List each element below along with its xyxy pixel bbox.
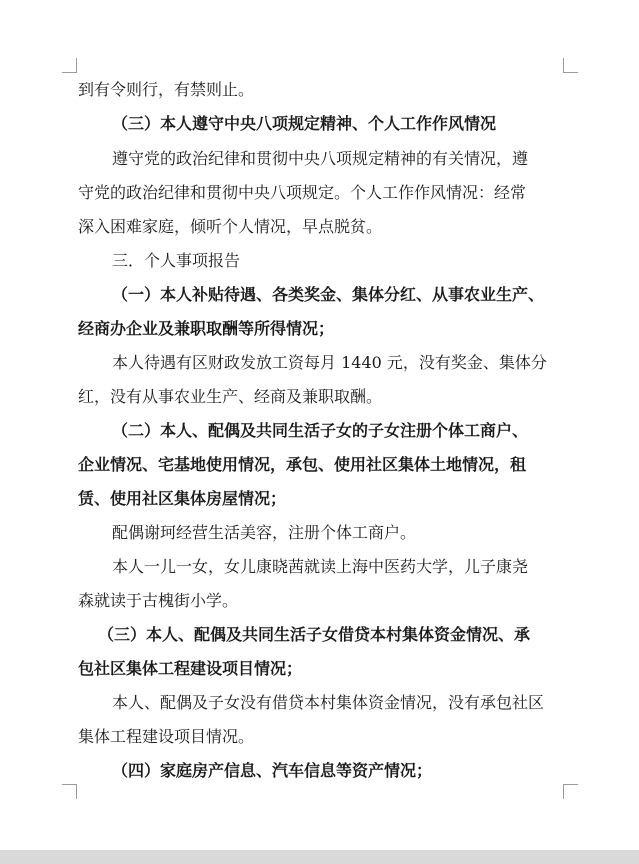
section-heading: （二）本人、配偶及共同生活子女的子女注册个体工商户、 xyxy=(112,421,529,440)
text-line: 本人、配偶及子女没有借贷本村集体资金情况，没有承包社区 xyxy=(112,693,545,712)
section-heading: 赁、使用社区集体房屋情况； xyxy=(78,489,287,508)
text-line: 红，没有从事农业生产、经商及兼职取酬。 xyxy=(78,387,383,406)
text-line: 集体工程建设项目情况。 xyxy=(78,727,255,746)
section-heading: （四）家庭房产信息、汽车信息等资产情况； xyxy=(112,761,433,780)
text-line: 深入困难家庭，倾听个人情况，早点脱贫。 xyxy=(78,217,383,236)
page-gap xyxy=(0,850,639,864)
section-title: 三．个人事项报告 xyxy=(112,251,241,270)
section-heading: （三）本人、配偶及共同生活子女借贷本村集体资金情况、承 xyxy=(98,625,531,644)
text-line: 本人待遇有区财政发放工资每月 1440 元，没有奖金、集体分 xyxy=(112,353,547,372)
text-line: 配偶谢珂经营生活美容，注册个体工商户。 xyxy=(112,523,417,542)
section-heading: 企业情况、宅基地使用情况，承包、使用社区集体土地情况，租 xyxy=(78,455,527,474)
text-line: 到有令则行，有禁则止。 xyxy=(78,80,255,99)
text-line: 森就读于古槐街小学。 xyxy=(78,591,239,610)
section-heading: 包社区集体工程建设项目情况； xyxy=(78,659,303,678)
section-heading: （三）本人遵守中央八项规定精神、个人工作作风情况 xyxy=(112,114,497,133)
section-heading: 经商办企业及兼职取酬等所得情况； xyxy=(78,319,335,338)
text-line: 遵守党的政治纪律和贯彻中央八项规定精神的有关情况，遵 xyxy=(112,149,529,168)
section-heading: （一）本人补贴待遇、各类奖金、集体分红、从事农业生产、 xyxy=(112,285,545,304)
text-line: 守党的政治纪律和贯彻中央八项规定。个人工作作风情况：经常 xyxy=(78,183,527,202)
text-line: 本人一儿一女，女儿康晓茜就读上海中医药大学，儿子康尧 xyxy=(112,557,529,576)
